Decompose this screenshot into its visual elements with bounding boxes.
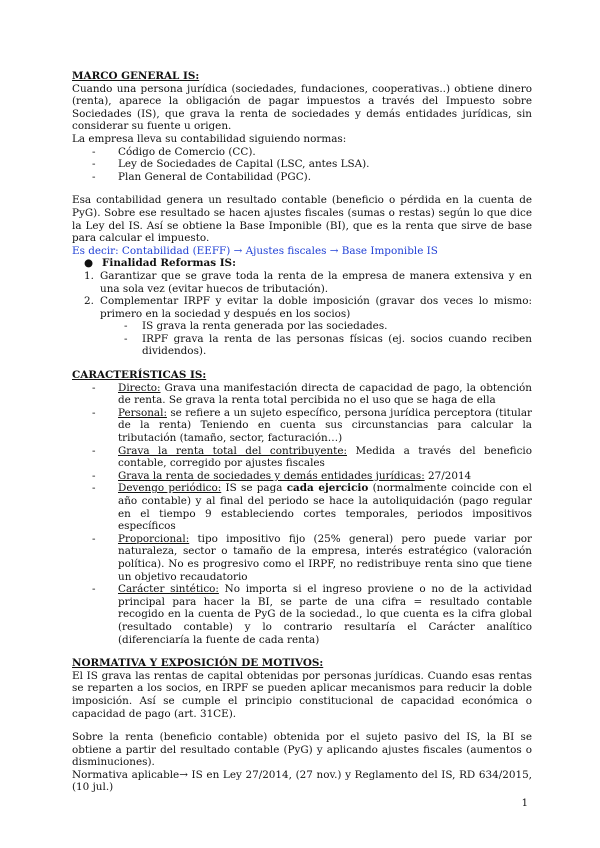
list-item: - Grava la renta de sociedades y demás entidades jurídicas: 27/2014 xyxy=(92,470,532,483)
list-item: - Proporcional: tipo impositivo fijo (25% general) pero puede variar por naturaleza, sector o tamaño de la empresa, interés estratégico (valoración política). No es progresivo como el IRPF, no redistribuye renta sino que tiene un objetivo recaudatorio xyxy=(92,533,532,583)
page-number: 1 xyxy=(521,798,528,809)
list-item: - Código de Comercio (CC). xyxy=(92,146,532,159)
document-page xyxy=(72,70,532,794)
formula-line: Es decir: Contabilidad (EEFF) → Ajustes fiscales → Base Imponible IS xyxy=(72,244,438,257)
intro-paragraph: Cuando una persona jurídica (sociedades, fundaciones, cooperativas..) obtiene dinero (renta), aparece la obligación de pagar impuestos a través del Impuesto sobre Sociedades (IS), que grava la renta de sociedades y demás entidades jurídicas, sin considerar su fuente u origen. xyxy=(72,82,532,133)
normativa-paragraph-3: Normativa aplicable→ IS en Ley 27/2014, (27 nov.) y Reglamento del IS, RD 634/2015, (10 jul.) xyxy=(72,768,532,794)
norms-intro: La empresa lleva su contabilidad siguiendo normas: xyxy=(72,132,347,145)
list-item: - Personal: se refiere a un sujeto específico, persona jurídica perceptora (titular de la renta) Teniendo en cuenta sus circunstancias para calcular la tributación (tamaño, sector, facturación…) xyxy=(92,407,532,445)
double-taxation-sublist xyxy=(72,320,532,358)
bullet-icon: ● xyxy=(84,257,94,270)
list-item: 2. Complementar IRPF y evitar la doble imposición (gravar dos veces lo mismo: primero en la sociedad y después en los socios) xyxy=(84,295,532,320)
list-item: - Directo: Grava una manifestación directa de capacidad de pago, la obtención de renta. Se grava la renta total percibida no el uso que se haga de ella xyxy=(92,382,532,407)
list-item: - Plan General de Contabilidad (PGC). xyxy=(92,171,532,184)
characteristics-list xyxy=(72,382,532,646)
finalidad-list xyxy=(72,270,532,320)
normativa-paragraph-2: Sobre la renta (beneficio contable) obtenida por el sujeto pasivo del IS, la BI se obtiene a partir del resultado contable (PyG) y aplicando ajustes fiscales (aumentos o disminuciones). xyxy=(72,731,532,769)
accounting-paragraph: Esa contabilidad genera un resultado contable (beneficio o pérdida en la cuenta de PyG). Sobre ese resultado se hacen ajustes fiscales (sumas o restas) según lo que dice la Ley del IS. Así se obtiene la Base Imponible (BI), que es la renta que sirve de base para calcular el impuesto. xyxy=(72,194,532,245)
norms-list xyxy=(72,146,532,184)
list-item: - Ley de Sociedades de Capital (LSC, antes LSA). xyxy=(92,158,532,171)
normativa-paragraph-1: El IS grava las rentas de capital obtenidas por personas jurídicas. Cuando esas rentas se reparten a los socios, en IRPF se pueden aplicar mecanismos para reducir la doble imposición. Así se cumple el principio constitucional de capacidad económica o capacidad de pago (art. 31CE). xyxy=(72,669,532,720)
list-item: - Devengo periódico: IS se paga cada ejercicio (normalmente coincide con el año contable) y al final del periodo se hace la autoliquidación (pago regular en el tiempo 9 estableciendo cortes temporales, periodos impositivos específicos xyxy=(92,482,532,532)
section-title-caracteristicas: CARACTERÍSTICAS IS: xyxy=(72,369,207,382)
finalidad-heading: ● Finalidad Reformas IS: xyxy=(84,257,236,270)
list-item: - Grava la renta total del contribuyente: Medida a través del beneficio contable, corregido por ajustes fiscales xyxy=(92,445,532,470)
list-item: - Carácter sintético: No importa si el ingreso proviene o no de la actividad principal para hacer la BI, se parte de una cifra = resultado contable recogido en la cuenta de PyG de la sociedad., lo que cuenta es la cifra global (resultado contable) y lo contrario resultaría el Carácter analítico (diferenciaría la fuente de cada renta) xyxy=(92,583,532,646)
section-title-normativa: NORMATIVA Y EXPOSICIÓN DE MOTIVOS: xyxy=(72,657,324,670)
section-title-marco: MARCO GENERAL IS: xyxy=(72,70,200,82)
list-item: - IRPF grava la renta de las personas físicas (ej. socios cuando reciben dividendos). xyxy=(124,333,532,358)
list-item: - IS grava la renta generada por las sociedades. xyxy=(124,320,532,333)
list-item: 1. Garantizar que se grave toda la renta de la empresa de manera extensiva y en una sola vez (evitar huecos de tributación). xyxy=(84,269,532,295)
